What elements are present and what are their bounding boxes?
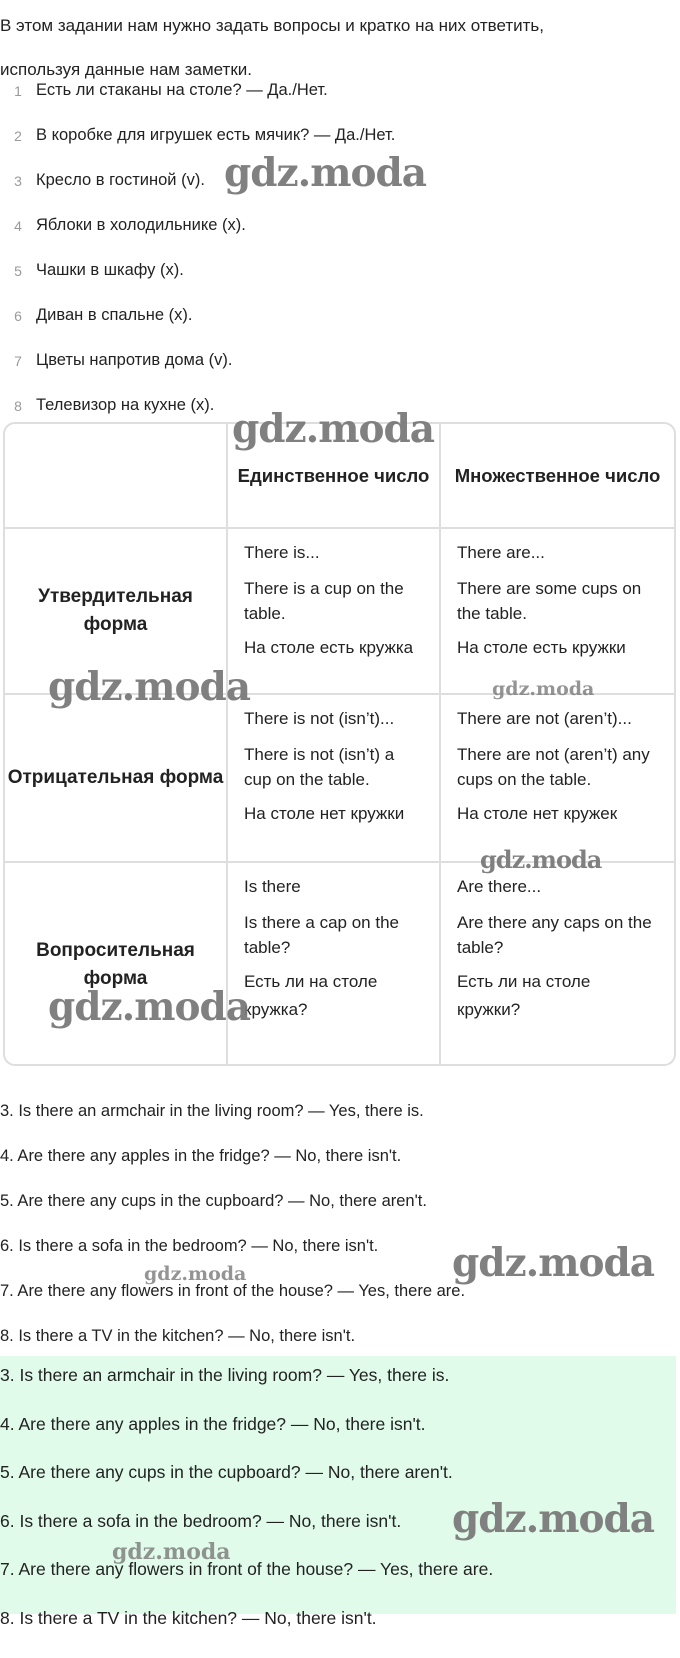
- cell-pattern: Is there: [244, 877, 301, 896]
- answer-line: 8. Is there a TV in the kitchen? — No, there isn't.: [0, 1327, 356, 1345]
- cell-singular: [227, 528, 440, 694]
- item-number: 4: [14, 217, 22, 234]
- answer-line: 7. Are there any flowers in front of the house? — Yes, there are.: [0, 1559, 494, 1579]
- answer-line: 6. Is there a sofa in the bedroom? — No, there isn't.: [0, 1237, 379, 1255]
- list-item: [0, 68, 676, 113]
- cell-translation: На столе есть кружка: [244, 638, 414, 657]
- watermark-logo: gdz.moda: [224, 150, 427, 196]
- answer-line: 5. Are there any cups in the cupboard? — No, there aren't.: [0, 1192, 427, 1210]
- table-row: [5, 862, 674, 1066]
- cell-translation: Есть ли на столе кружка?: [244, 972, 378, 1019]
- header-plural: Множественное число: [440, 424, 674, 528]
- grammar-table: [3, 422, 676, 1066]
- list-item: [0, 203, 676, 248]
- list-item: [0, 338, 676, 383]
- cell-example: Is there a cap on the table?: [244, 913, 399, 957]
- cell-pattern: There are not (aren’t)...: [457, 709, 632, 728]
- watermark-logo: gdz.moda: [452, 1240, 655, 1286]
- header-singular: Единственное число: [227, 424, 440, 528]
- cell-example: There are some cups on the table.: [457, 579, 642, 623]
- cell-singular: [227, 694, 440, 862]
- item-number: 1: [14, 82, 22, 99]
- item-number: 7: [14, 352, 22, 369]
- cell-translation: На столе нет кружек: [457, 804, 618, 823]
- item-number: 3: [14, 172, 22, 189]
- watermark-logo: gdz.moda: [232, 406, 435, 452]
- item-number: 8: [14, 397, 22, 414]
- watermark-logo: gdz.moda: [144, 1263, 247, 1285]
- answer-line: 4. Are there any apples in the fridge? — No, there isn't.: [0, 1147, 402, 1165]
- cell-pattern: There is not (isn’t)...: [244, 709, 395, 728]
- answer-line: 3. Is there an armchair in the living room? — Yes, there is.: [0, 1365, 450, 1385]
- answer-line: 4. Are there any apples in the fridge? — No, there isn't.: [0, 1413, 426, 1434]
- watermark-logo: gdz.moda: [480, 845, 602, 874]
- row-label-affirmative: Утвердительная форма: [5, 528, 227, 694]
- item-text: В коробке для игрушек есть мячик? — Да./Нет.: [36, 126, 396, 144]
- cell-pattern: There is...: [244, 543, 320, 562]
- list-item: [0, 293, 676, 338]
- header-empty: [5, 424, 227, 528]
- answer-line: 8. Is there a TV in the kitchen? — No, there isn't.: [0, 1607, 377, 1628]
- item-text: Телевизор на кухне (x).: [36, 396, 215, 414]
- row-label-interrogative: Вопросительная форма: [5, 862, 227, 1066]
- cell-example: There is a cup on the table.: [244, 579, 404, 623]
- answer-line: 6. Is there a sofa in the bedroom? — No, there isn't.: [0, 1510, 402, 1531]
- cell-pattern: Are there...: [457, 877, 542, 896]
- cell-plural: [440, 694, 674, 862]
- cell-example: There are not (aren’t) any cups on the table.: [457, 745, 650, 789]
- item-text: Чашки в шкафу (x).: [36, 261, 184, 279]
- item-text: Диван в спальне (x).: [36, 306, 193, 324]
- cell-plural: [440, 862, 674, 1066]
- answer-line: 5. Are there any cups in the cupboard? — No, there aren't.: [0, 1462, 453, 1482]
- cell-pattern: There are...: [457, 543, 545, 562]
- answer-line: 3. Is there an armchair in the living room? — Yes, there is.: [0, 1102, 424, 1120]
- cell-translation: На столе нет кружки: [244, 804, 405, 823]
- notes-list: [0, 68, 676, 428]
- item-text: Есть ли стаканы на столе? — Да./Нет.: [36, 81, 328, 99]
- list-item: [0, 248, 676, 293]
- table-row: [5, 694, 674, 862]
- intro-line: используя данные нам заметки.: [0, 60, 252, 79]
- cell-example: Are there any caps on the table?: [457, 913, 652, 957]
- item-number: 2: [14, 127, 22, 144]
- item-text: Цветы напротив дома (v).: [36, 351, 233, 369]
- cell-singular: [227, 862, 440, 1066]
- item-number: 5: [14, 262, 22, 279]
- cell-translation: Есть ли на столе кружки?: [457, 972, 591, 1019]
- highlighted-answers: [0, 1356, 676, 1628]
- row-label-negative: Отрицательная форма: [5, 694, 227, 862]
- answer-line: 7. Are there any flowers in front of the house? — Yes, there are.: [0, 1282, 466, 1300]
- watermark-logo: gdz.moda: [48, 984, 251, 1030]
- item-text: Кресло в гостиной (v).: [36, 171, 205, 189]
- cell-plural: [440, 528, 674, 694]
- answers-list: [0, 1099, 676, 1369]
- item-text: Яблоки в холодильнике (x).: [36, 216, 246, 234]
- cell-example: There is not (isn’t) a cup on the table.: [244, 745, 395, 789]
- cell-translation: На столе есть кружки: [457, 638, 626, 657]
- watermark-logo: gdz.moda: [452, 1496, 655, 1542]
- item-number: 6: [14, 307, 22, 324]
- intro-line: В этом задании нам нужно задать вопросы и кратко на них ответить,: [0, 16, 544, 35]
- watermark-logo: gdz.moda: [112, 1539, 231, 1565]
- watermark-logo: gdz.moda: [48, 664, 251, 710]
- watermark-logo: gdz.moda: [492, 678, 595, 700]
